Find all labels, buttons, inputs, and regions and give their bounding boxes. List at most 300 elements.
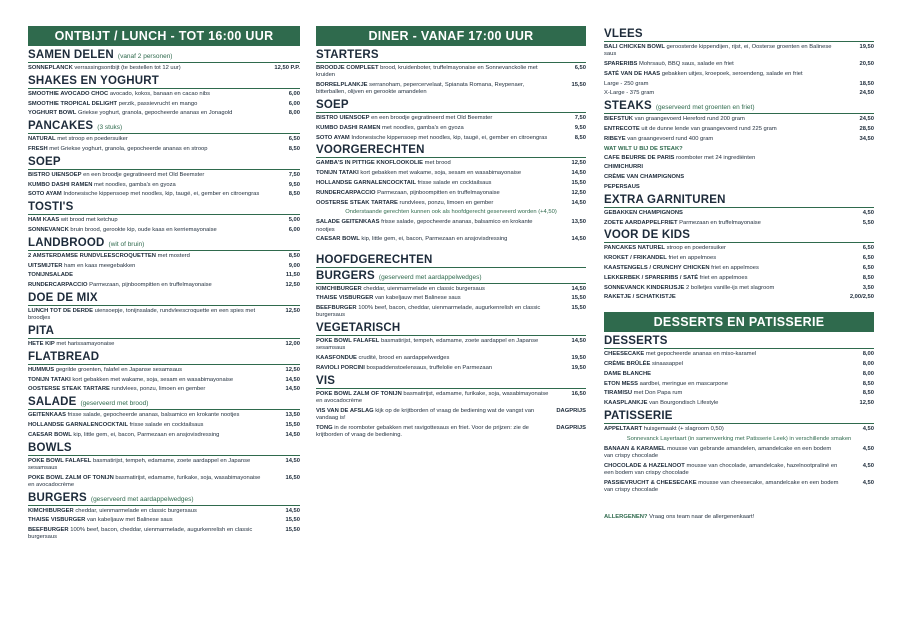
section-header bbox=[28, 396, 300, 410]
item-price: 14,50 bbox=[285, 507, 300, 514]
item-price: 20,50 bbox=[859, 61, 874, 67]
item-desc: Parmezaan, pijnboompitten en truffelmayonaise bbox=[89, 282, 212, 289]
item-price: 12,50 bbox=[571, 189, 586, 196]
item-price: 15,50 bbox=[285, 527, 300, 534]
item-text bbox=[604, 265, 846, 272]
item-desc: mousse van cheesecake, amandelcake en een bodem van crispy chocolade bbox=[604, 479, 839, 493]
item-desc: huisgemaakt (+ slagroom 0,50) bbox=[643, 425, 724, 432]
item-text bbox=[28, 91, 272, 98]
menu-item bbox=[28, 227, 300, 234]
item-desc: cheddar, uienmarmelade en classic burgersaus bbox=[75, 507, 197, 514]
item-text bbox=[604, 71, 846, 78]
item-price: 6,00 bbox=[288, 100, 300, 107]
item-price: 7,50 bbox=[288, 171, 300, 178]
item-text bbox=[28, 263, 272, 270]
item-desc: serranoham, pepercervelaat, Spianata Romana, Reypenaer, bitterballen, olijven en gerookte amandelen bbox=[316, 82, 525, 96]
item-desc: stroop en poedersuiker bbox=[666, 245, 726, 252]
item-price: 28,50 bbox=[859, 125, 874, 132]
menu-item bbox=[604, 155, 874, 162]
item-text bbox=[28, 65, 272, 72]
item-price: 8,50 bbox=[862, 380, 874, 387]
menu-item bbox=[316, 305, 586, 319]
item-price: 19,50 bbox=[571, 364, 586, 371]
item-text bbox=[28, 508, 272, 515]
item-name: TONIJN TATAKI bbox=[316, 170, 359, 177]
item-desc: 100% beef, bacon, cheddar, uienmarmelade, augurkenrelish en classic burgersaus bbox=[28, 527, 253, 541]
menu-item bbox=[28, 508, 300, 515]
item-name: CAESAR BOWL bbox=[28, 431, 72, 438]
menu-item bbox=[604, 294, 874, 301]
item-text bbox=[28, 146, 272, 153]
menu-item bbox=[316, 365, 586, 372]
item-name: BISTRO UIENSOEP bbox=[316, 115, 370, 121]
item-desc: kort gebakken met wakame, soja, sesam en wasabimayonaise bbox=[360, 170, 522, 177]
item-desc: uit de dunne lende van graangevoerd rund 225 gram bbox=[641, 125, 777, 132]
item-desc: wit brood met ketchup bbox=[60, 217, 118, 224]
item-name: CHOCOLADE & HAZELNOOT bbox=[604, 462, 685, 469]
item-name: KIMCHIBURGER bbox=[316, 285, 362, 292]
section-header bbox=[316, 270, 586, 284]
item-text bbox=[316, 65, 558, 79]
section-header bbox=[28, 492, 300, 506]
item-text bbox=[28, 475, 272, 489]
item-text bbox=[604, 463, 846, 477]
menu-item bbox=[604, 71, 874, 78]
item-name: HAM KAAS bbox=[28, 217, 60, 224]
section-title: SOEP bbox=[28, 155, 61, 168]
item-text bbox=[28, 182, 272, 189]
item-name: SMOOTHIE TROPICAL DELIGHT bbox=[28, 100, 118, 107]
item-desc: frisse salade, gepocheerde ananas, balsamico en krokante nootjes bbox=[67, 412, 240, 419]
item-price: 15,50 bbox=[571, 82, 586, 88]
item-price: DAGPRIJS bbox=[556, 424, 586, 431]
item-price: 12,00 bbox=[285, 340, 300, 347]
item-price: 15,50 bbox=[571, 305, 586, 312]
item-text bbox=[316, 295, 558, 302]
item-price: 13,50 bbox=[285, 412, 300, 419]
item-desc: sinaasappel bbox=[652, 360, 683, 367]
item-text bbox=[28, 272, 272, 279]
section-note: (wit of bruin) bbox=[108, 240, 145, 248]
section-note: (geserveerd met groenten en friet) bbox=[655, 104, 755, 112]
item-text bbox=[316, 408, 556, 422]
item-text bbox=[316, 305, 558, 319]
item-desc: kijk op de krijtborden of vraag de bediening wat de vangst van vandaag is! bbox=[316, 407, 535, 421]
section-header bbox=[28, 201, 300, 215]
item-name: BORRELPLANKJE bbox=[316, 82, 368, 88]
item-price: 6,00 bbox=[288, 90, 300, 97]
item-desc: basmatirijst, edamame, furikake, soja, wasabimayonaise en avocadocrème bbox=[316, 390, 549, 404]
allergen-text: Vraag ons team naar de allergenenkaart! bbox=[649, 514, 755, 521]
item-price: 5,50 bbox=[862, 219, 874, 226]
item-name: OOSTERSE STEAK TARTARE bbox=[316, 199, 398, 206]
item-desc: Parmezaan, pijnboompitten en truffelmayonaise bbox=[377, 189, 500, 196]
item-name: BANAAN & KARAMEL bbox=[604, 445, 666, 452]
item-text bbox=[604, 400, 846, 407]
menu-item bbox=[316, 286, 586, 293]
item-name: POKE BOWL ZALM OF TONIJN bbox=[316, 390, 402, 397]
menu-item bbox=[604, 285, 874, 292]
section-title: VIS bbox=[316, 374, 336, 387]
item-name: SOTO AYAM bbox=[316, 134, 350, 141]
item-name: KAASTENGELS / CRUNCHY CHICKEN bbox=[604, 264, 710, 271]
item-price: 5,00 bbox=[288, 217, 300, 224]
item-desc: met Don Papa rum bbox=[633, 390, 683, 397]
item-desc: friet en appelmoes bbox=[668, 255, 717, 262]
item-price: 14,50 bbox=[571, 199, 586, 206]
item-name: BEEFBURGER bbox=[316, 305, 357, 312]
item-price: 16,50 bbox=[285, 474, 300, 481]
item-price: 4,50 bbox=[862, 462, 874, 469]
item-text bbox=[604, 116, 846, 123]
item-name: HOLLANDSE GARNALENCOCKTAIL bbox=[316, 179, 417, 186]
section-title: FLATBREAD bbox=[28, 350, 100, 363]
menu-item bbox=[604, 136, 874, 143]
item-name: DAME BLANCHE bbox=[604, 370, 652, 377]
item-desc: kip, little gem, ei, bacon, Parmezaan en ansjovisdressing bbox=[73, 431, 220, 438]
item-text bbox=[604, 361, 846, 368]
menu-item bbox=[28, 110, 300, 117]
menu-item bbox=[28, 377, 300, 384]
item-desc: bospaddenstoelensaus, truffelolie en Parmezaan bbox=[366, 364, 493, 371]
item-text bbox=[28, 377, 272, 384]
section-title: VOORGERECHTEN bbox=[316, 144, 425, 157]
item-price: 12,50 bbox=[285, 366, 300, 373]
section-title: DOE DE MIX bbox=[28, 291, 98, 304]
menu-item bbox=[604, 275, 874, 282]
item-text bbox=[604, 164, 846, 171]
item-price: 4,50 bbox=[862, 209, 874, 216]
menu-item bbox=[604, 90, 874, 97]
section-header bbox=[28, 120, 300, 134]
item-name: GAMBA'S IN PITTIGE KNOFLOOKOLIE bbox=[316, 160, 424, 167]
item-desc: frisse salade, gepocheerde ananas, balsamico en krokante nootjes bbox=[316, 219, 533, 233]
item-desc: met gepocheerde ananas en miso-karamel bbox=[645, 351, 757, 358]
item-price: 6,50 bbox=[862, 264, 874, 271]
item-text bbox=[316, 219, 558, 233]
item-name: ZOETE AARDAPPELFRIET bbox=[604, 219, 678, 226]
item-text bbox=[28, 517, 272, 524]
item-desc: verrassingsontbijt (te bestellen tot 12 uur) bbox=[74, 65, 181, 71]
section-title: STARTERS bbox=[316, 49, 379, 61]
menu-item bbox=[28, 272, 300, 279]
menu-item bbox=[28, 182, 300, 189]
item-name: TONIJN TATAKI bbox=[28, 376, 71, 383]
item-text bbox=[604, 210, 846, 217]
item-text bbox=[604, 184, 846, 191]
banner-diner: DINER - VANAF 17:00 UUR bbox=[316, 26, 586, 46]
item-price: 8,00 bbox=[288, 110, 300, 117]
section-footnote: Onderstaande gerechten kunnen ook als hoofdgerecht geserveerd worden (+4,50) bbox=[345, 209, 557, 216]
item-name: 2 AMSTERDAMSE RUNDVLEESCROQUETTEN bbox=[28, 252, 156, 259]
section-header bbox=[604, 229, 874, 243]
item-name: YOGHURT BOWL bbox=[28, 110, 77, 117]
banner-desserts: DESSERTS EN PATISSERIE bbox=[604, 312, 874, 332]
allergen-footer bbox=[604, 514, 874, 520]
item-price: 8,50 bbox=[288, 252, 300, 259]
section-title: BOWLS bbox=[28, 441, 72, 454]
item-name: GEBAKKEN CHAMPIGNONS bbox=[604, 209, 683, 216]
item-name: UITSMIJTER bbox=[28, 262, 63, 269]
item-text bbox=[28, 308, 272, 322]
item-name: CAESAR BOWL bbox=[316, 236, 360, 243]
menu-item bbox=[604, 400, 874, 407]
section-title: STEAKS bbox=[604, 100, 652, 113]
item-price: 6,50 bbox=[288, 136, 300, 143]
menu-item bbox=[604, 44, 874, 58]
item-desc: met Griekse yoghurt, granola, gepocheerde ananas en stroop bbox=[49, 145, 208, 152]
item-name: PANCAKES NATUREL bbox=[604, 245, 665, 252]
menu-item bbox=[28, 172, 300, 179]
menu-item bbox=[28, 253, 300, 260]
menu-item bbox=[316, 200, 586, 207]
item-name: TONG bbox=[316, 424, 333, 431]
item-price: 8,00 bbox=[862, 360, 874, 367]
item-name: HOLLANDSE GARNALENCOCKTAIL bbox=[28, 421, 129, 428]
item-desc: Indonesische kippensoep met noodles, kip, taugé, ei, gember en citroengras bbox=[63, 191, 260, 198]
item-name: PEPERSAUS bbox=[604, 183, 640, 190]
menu-item bbox=[316, 219, 586, 233]
menu-item bbox=[316, 180, 586, 187]
item-text bbox=[604, 381, 846, 388]
item-desc: van graangevoerd Hereford rund 200 gram bbox=[634, 116, 745, 123]
menu-item bbox=[28, 475, 300, 489]
menu-item bbox=[28, 91, 300, 98]
section-note: (geserveerd met aardappelwedges) bbox=[378, 273, 482, 281]
item-text bbox=[604, 245, 846, 252]
diner-sections bbox=[316, 49, 586, 439]
section-subtitle: WAT WILT U BIJ DE STEAK? bbox=[604, 145, 683, 152]
item-name: THAISE VISBURGER bbox=[28, 517, 86, 524]
section-note: (3 stuks) bbox=[97, 124, 123, 132]
item-desc: X-Large - 375 gram bbox=[604, 90, 655, 97]
section-header bbox=[604, 28, 874, 42]
menu-item bbox=[604, 210, 874, 217]
section-header bbox=[604, 335, 874, 349]
menu-item bbox=[28, 146, 300, 153]
item-price: 14,50 bbox=[285, 431, 300, 438]
item-text bbox=[316, 82, 558, 96]
menu-item bbox=[316, 170, 586, 177]
item-price: 19,50 bbox=[571, 355, 586, 362]
item-desc: met noodles, gamba's en gyoza bbox=[94, 181, 176, 188]
item-name: CRÈME VAN CHAMPIGNONS bbox=[604, 174, 685, 181]
item-price: 6,00 bbox=[288, 226, 300, 233]
item-name: APPELTAART bbox=[604, 425, 643, 432]
item-text bbox=[28, 227, 272, 234]
menu-item bbox=[316, 160, 586, 167]
section-title: PATISSERIE bbox=[604, 409, 673, 422]
item-desc: en een broodje gegratineerd met Old Beemster bbox=[83, 171, 205, 178]
item-text bbox=[604, 294, 846, 301]
item-desc: van Bourgondisch Lifestyle bbox=[649, 400, 719, 407]
item-desc: brood, kruidenboter, truffelmayonaise en Sonnevanckolie met kruiden bbox=[316, 65, 538, 79]
item-desc: Griekse yoghurt, granola, gepocheerde ananas en Jonagold bbox=[77, 110, 233, 117]
item-desc: geroosterde kippendijen, rijst, ei, Oosterse groenten en Balinese saus bbox=[604, 44, 832, 58]
item-desc: mousse van gebrande amandelen, amandelcake en een bodem van crispy chocolade bbox=[604, 445, 832, 459]
item-price: 14,50 bbox=[285, 457, 300, 464]
item-price: 14,50 bbox=[285, 376, 300, 383]
menu-item bbox=[316, 115, 586, 122]
item-text bbox=[28, 172, 272, 179]
menu-item bbox=[604, 220, 874, 227]
section-header bbox=[316, 254, 586, 268]
item-text bbox=[28, 110, 272, 117]
item-text bbox=[604, 174, 846, 181]
item-desc: bruin brood, gerookte kip, oude kaas en kerriemayonaise bbox=[70, 226, 217, 233]
item-text bbox=[28, 136, 272, 143]
menu-item bbox=[604, 81, 874, 88]
section-title: BURGERS bbox=[28, 491, 87, 504]
item-desc: gebakken uitjes, kroepoek, seroendeng, salade en friet bbox=[661, 70, 803, 77]
section-header bbox=[604, 100, 874, 114]
item-name: RAKETJE / SCHATKISTJE bbox=[604, 294, 676, 301]
section-header bbox=[316, 49, 586, 63]
menu-item bbox=[604, 371, 874, 378]
item-name: LUNCH TOT DE DERDE bbox=[28, 307, 93, 314]
section-note: (geserveerd met brood) bbox=[80, 400, 149, 408]
item-price: 15,50 bbox=[285, 421, 300, 428]
section-header bbox=[604, 410, 874, 424]
menu-item bbox=[316, 236, 586, 243]
item-name: SMOOTHIE AVOCADO CHOC bbox=[28, 90, 109, 97]
item-text bbox=[604, 61, 846, 68]
item-text bbox=[28, 432, 272, 439]
item-name: ETON MESS bbox=[604, 380, 639, 387]
item-desc: kip, little gem, ei, bacon, Parmezaan en ansjovisdressing bbox=[361, 236, 508, 243]
item-name: SOTO AYAM bbox=[28, 191, 62, 198]
item-desc: basmatirijst, edamame, furikake, soja, wasabimayonaise en avocadocrème bbox=[28, 474, 261, 488]
item-price: 15,50 bbox=[571, 295, 586, 302]
item-name: SPARERIBS bbox=[604, 61, 638, 67]
item-text bbox=[604, 390, 846, 397]
section-title: VLEES bbox=[604, 28, 643, 40]
item-name: SONNEVANCK bbox=[28, 226, 69, 233]
menu-item bbox=[316, 425, 586, 439]
column-lunch bbox=[28, 26, 300, 544]
section-title: SOEP bbox=[316, 99, 349, 111]
item-desc: aardbei, meringue en mascarpone bbox=[639, 380, 728, 387]
item-desc: met stroop en poedersuiker bbox=[57, 136, 128, 143]
item-name: KAASPLANKJE bbox=[604, 400, 648, 407]
menu-item bbox=[604, 390, 874, 397]
item-name: KAASFONDUE bbox=[316, 355, 357, 362]
item-price: 15,50 bbox=[285, 517, 300, 524]
item-price: 24,50 bbox=[859, 90, 874, 97]
item-name: RIBEYE bbox=[604, 135, 626, 142]
item-text bbox=[316, 170, 558, 177]
item-desc: met brood bbox=[424, 160, 451, 167]
item-name: SATÉ VAN DE HAAS bbox=[604, 70, 661, 77]
section-header bbox=[28, 442, 300, 456]
menu-item bbox=[316, 65, 586, 79]
item-price: 14,50 bbox=[571, 338, 586, 345]
item-text bbox=[28, 412, 272, 419]
item-desc: friet en appelmoes bbox=[699, 274, 748, 281]
menu-item bbox=[28, 517, 300, 524]
menu-item bbox=[316, 125, 586, 132]
item-price: 12,50 bbox=[285, 307, 300, 314]
menu-item bbox=[316, 391, 586, 405]
item-desc: Large - 250 gram bbox=[604, 80, 649, 87]
section-title: TOSTI'S bbox=[28, 201, 74, 214]
menu-item bbox=[604, 361, 874, 368]
menu-item bbox=[28, 527, 300, 541]
item-name: NATURAL bbox=[28, 136, 56, 143]
item-desc: met noodles, gamba's en gyoza bbox=[382, 124, 464, 131]
item-text bbox=[604, 275, 846, 282]
section-title: LANDBROOD bbox=[28, 236, 105, 249]
item-desc: friet en appelmoes bbox=[711, 264, 759, 271]
item-text bbox=[604, 44, 846, 58]
dessert-sections bbox=[604, 335, 874, 494]
item-text bbox=[316, 115, 558, 122]
item-price: 2,00/2,50 bbox=[849, 294, 874, 301]
item-text bbox=[28, 101, 272, 108]
item-desc: gegrilde groenten, falafel en Japanse sesamsaus bbox=[55, 366, 183, 373]
section-title: PITA bbox=[28, 324, 55, 337]
lunch-sections bbox=[28, 49, 300, 542]
item-desc: Mohrsauö, BBQ saus, salade en friet bbox=[639, 61, 734, 67]
item-price: 3,50 bbox=[862, 284, 874, 291]
item-text bbox=[28, 341, 272, 348]
menu-item bbox=[28, 101, 300, 108]
section-title: DESSERTS bbox=[604, 335, 668, 348]
item-price: 11,50 bbox=[285, 272, 300, 279]
item-price: 4,50 bbox=[862, 479, 874, 486]
item-desc: van kabeljauw met Balinese saus bbox=[374, 295, 461, 302]
item-desc: basmatirijst, tempeh, edamame, zoete aardappel en Japanse sesamsaus bbox=[28, 457, 251, 471]
item-desc: met mosterd bbox=[157, 252, 190, 259]
item-desc: en een broodje gegratineerd met Old Beemster bbox=[371, 115, 493, 121]
item-price: 12,50 bbox=[859, 400, 874, 407]
section-title: BURGERS bbox=[316, 269, 375, 282]
item-desc: cheddar, uienmarmelade en classic burgersaus bbox=[363, 285, 485, 292]
item-text bbox=[604, 126, 846, 133]
item-price: 14,50 bbox=[571, 170, 586, 177]
item-text bbox=[316, 160, 558, 167]
item-text bbox=[604, 426, 846, 433]
item-price: 14,50 bbox=[571, 285, 586, 292]
column-main-desserts bbox=[604, 26, 874, 520]
menu-item bbox=[604, 164, 874, 171]
menu-item bbox=[604, 381, 874, 388]
item-name: KUMBO DASHI RAMEN bbox=[316, 124, 381, 131]
menu-item bbox=[28, 386, 300, 393]
menu-item bbox=[604, 426, 874, 433]
item-desc: van graangevoerd rund 400 gram bbox=[627, 135, 714, 142]
item-name: POKE BOWL FALAFEL bbox=[28, 457, 92, 464]
column-diner bbox=[316, 26, 586, 442]
item-price: DAGPRIJS bbox=[556, 407, 586, 414]
item-name: CHIMICHURRI bbox=[604, 164, 643, 171]
menu-item bbox=[28, 341, 300, 348]
item-price: 4,50 bbox=[862, 445, 874, 452]
item-desc: basmatirijst, tempeh, edamame, zoete aardappel en Japanse sesamsaus bbox=[316, 338, 539, 352]
menu-item bbox=[316, 82, 586, 96]
section-header bbox=[604, 194, 874, 208]
section-note: (vanaf 2 personen) bbox=[117, 53, 173, 60]
item-price: 18,50 bbox=[859, 80, 874, 87]
main-sections bbox=[604, 28, 874, 302]
item-price: 12,50 bbox=[571, 160, 586, 167]
item-name: CHEESECAKE bbox=[604, 351, 645, 358]
section-title: SHAKES EN YOGHURT bbox=[28, 74, 159, 87]
item-price: 34,50 bbox=[859, 135, 874, 142]
item-name: BALI CHICKEN BOWL bbox=[604, 44, 665, 50]
item-name: TIRAMISU bbox=[604, 390, 633, 397]
item-text bbox=[316, 338, 558, 352]
